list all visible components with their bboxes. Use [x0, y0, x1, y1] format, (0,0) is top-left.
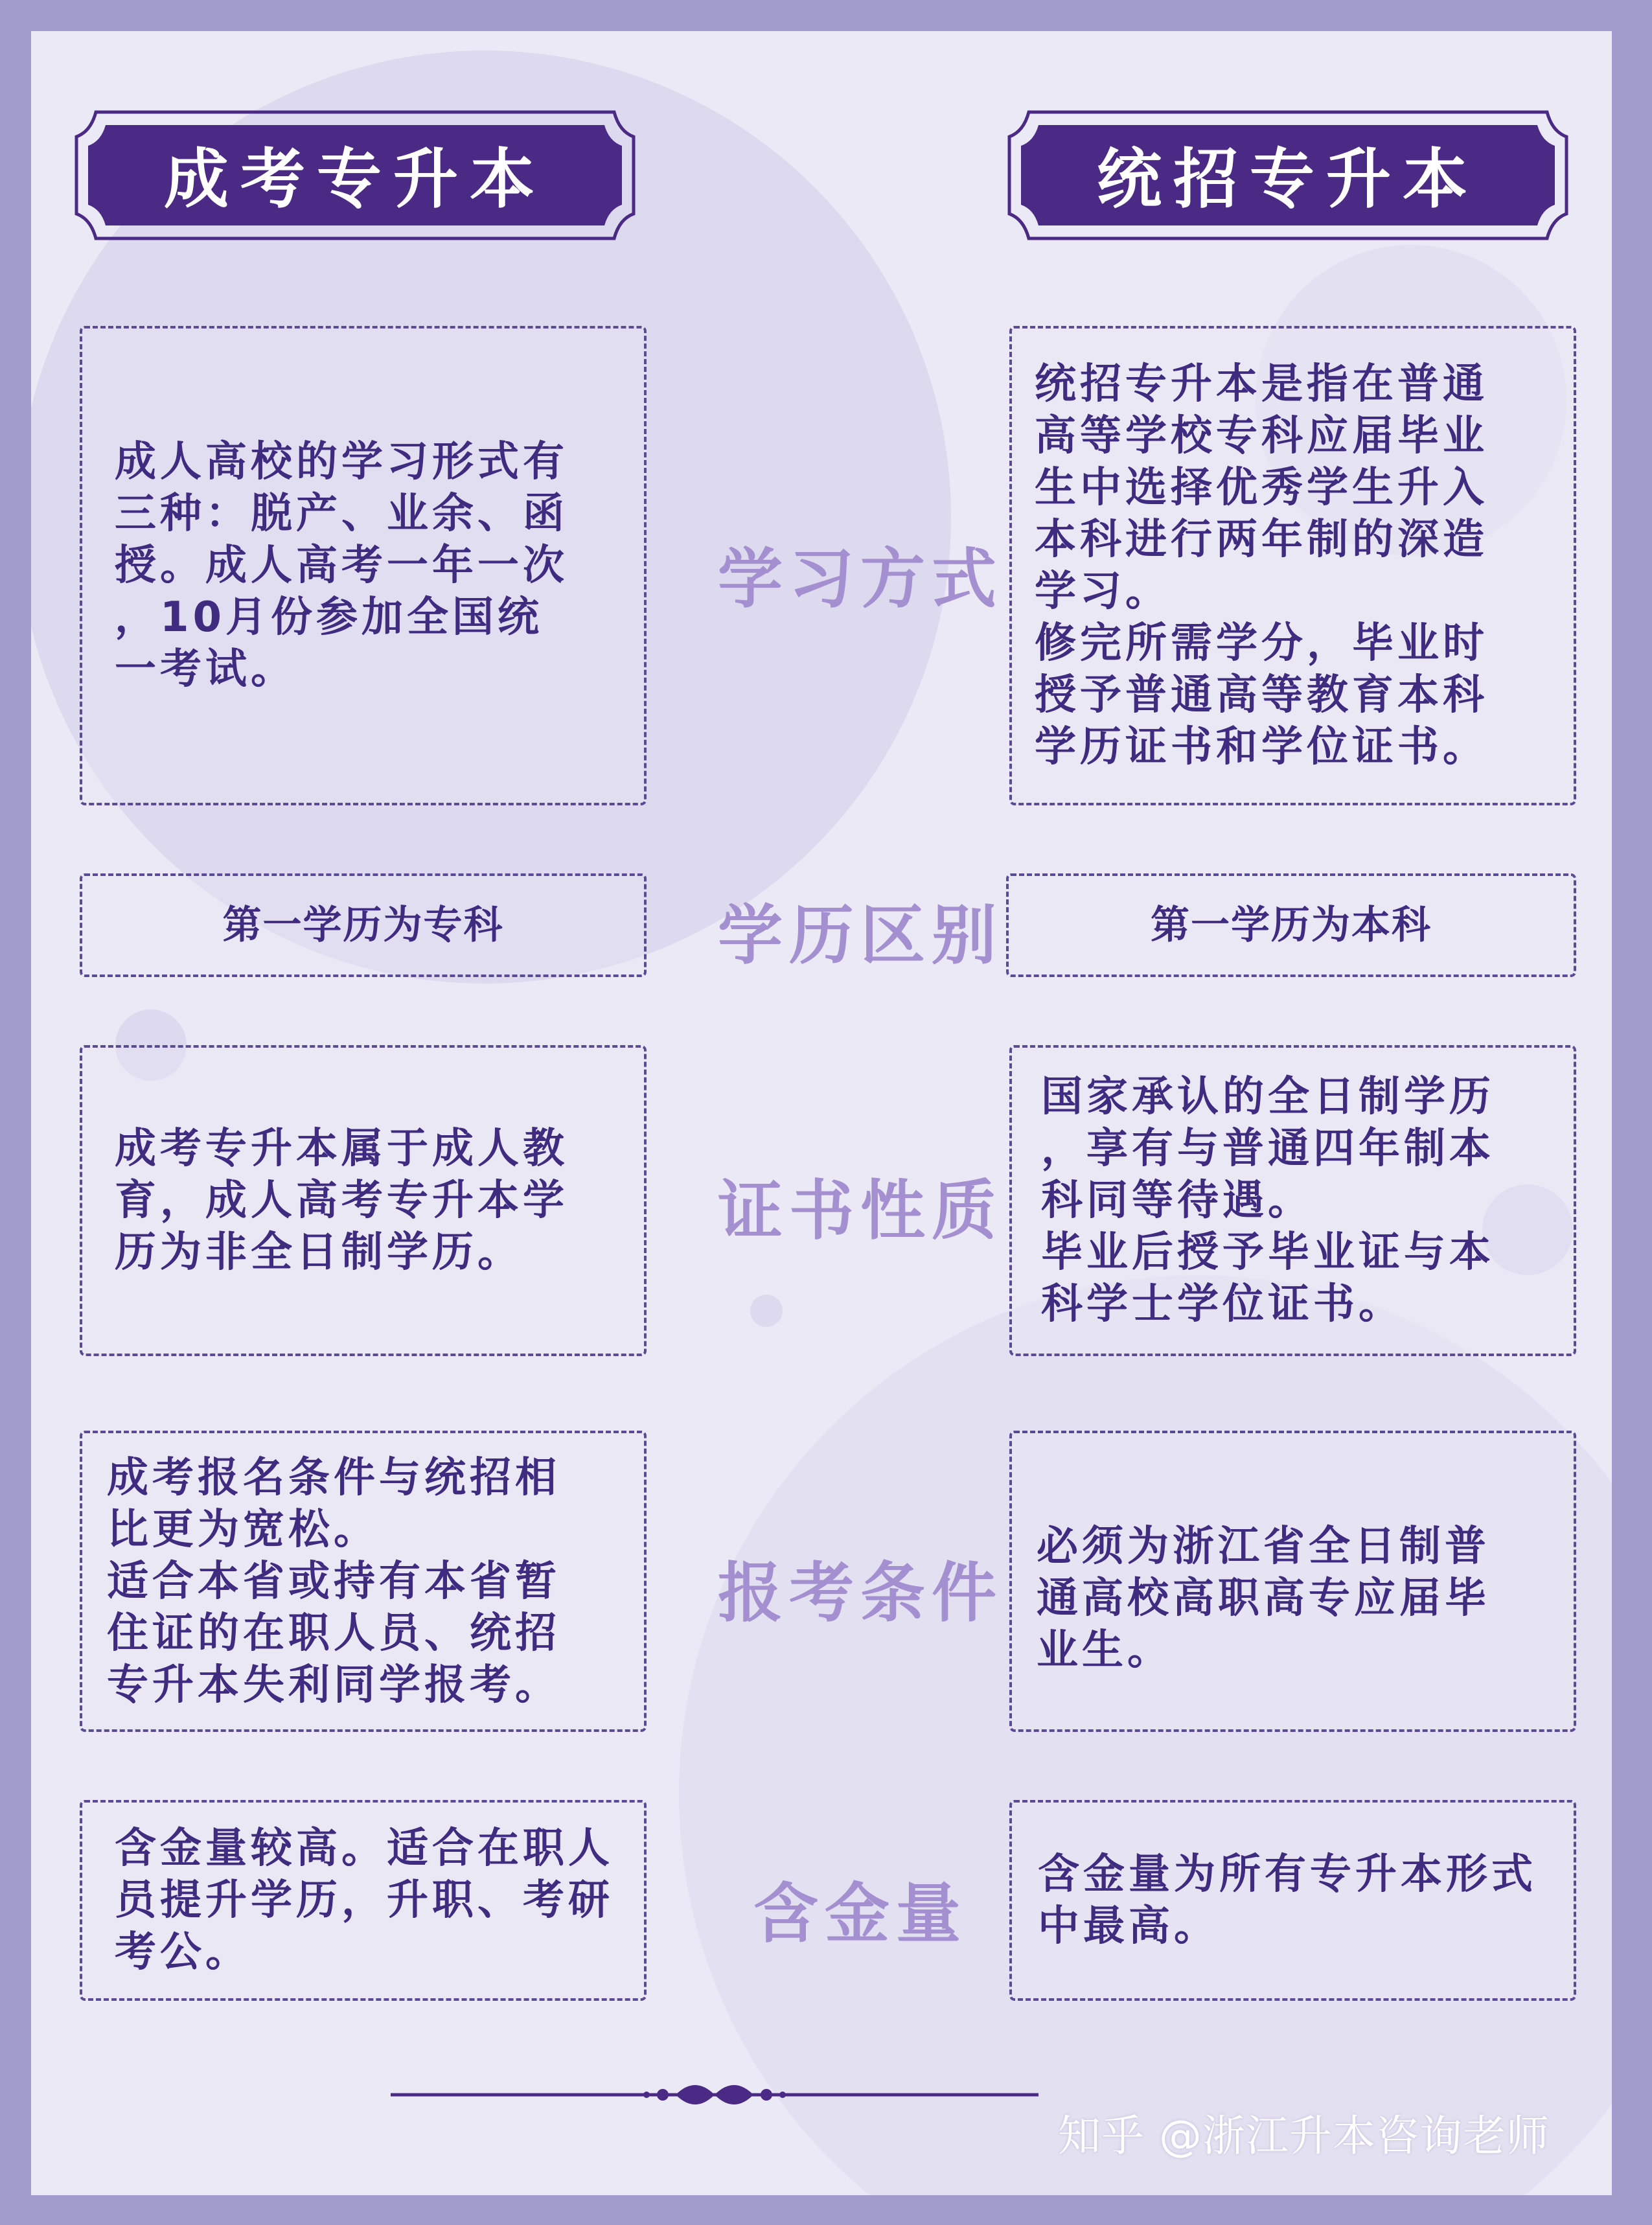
row-label-study-mode: 学习方式	[718, 541, 1003, 617]
cell-text: 成考专升本属于成人教 育，成人高考专升本学 历为非全日制学历。	[115, 1125, 568, 1276]
decor-circle	[750, 1295, 783, 1327]
header-title-left: 成考专升本	[164, 141, 546, 217]
row-certificate-left	[80, 1045, 647, 1356]
cell-text: 统招专升本是指在普通 高等学校专科应届毕业 生中选择优秀学生升入 本科进行两年制的深造 学习。 修完所需学分，毕业时 授予普通高等教育本科 学历证书和学位证书。	[1035, 360, 1488, 771]
row-label-education: 学历区别	[718, 897, 1003, 973]
row-value-right	[1009, 1800, 1576, 2001]
row-certificate-right	[1009, 1045, 1576, 1356]
decor-circle	[679, 1275, 1612, 2195]
row-label-value: 含金量	[753, 1876, 967, 1952]
row-requirements-left	[80, 1431, 647, 1732]
cell-text: 第一学历为本科	[1151, 903, 1432, 948]
cell-text: 成人高校的学习形式有 三种：脱产、业余、函 授。成人高考一年一次 ，10月份参加全国统 一考试。	[115, 438, 568, 693]
footer-ornament	[391, 2072, 1038, 2117]
cell-text: 第一学历为专科	[222, 903, 504, 948]
header-title-right: 统招专升本	[1097, 141, 1479, 217]
header-banner-left	[70, 106, 640, 245]
infographic-page	[31, 31, 1612, 2195]
row-education-right	[1006, 873, 1576, 977]
cell-text: 国家承认的全日制学历 ，享有与普通四年制本 科同等待遇。 毕业后授予毕业证与本 科学士学位证书。	[1041, 1073, 1495, 1328]
row-education-left	[80, 873, 647, 977]
header-banner-right	[1003, 106, 1573, 245]
cell-text: 必须为浙江省全日制普 通高校高职高专应届毕 业生。	[1037, 1523, 1490, 1674]
row-requirements-right	[1009, 1431, 1576, 1732]
row-label-certificate: 证书性质	[718, 1173, 1003, 1249]
row-value-left	[80, 1800, 647, 2001]
source-watermark: 知乎 @浙江升本咨询老师	[1058, 2111, 1550, 2161]
cell-text: 含金量较高。适合在职人 员提升学历，升职、考研 考公。	[115, 1825, 614, 1976]
cell-text: 成考报名条件与统招相 比更为宽松。 适合本省或持有本省暂 住证的在职人员、统招 专升本失利同学报考。	[107, 1453, 560, 1709]
row-study-mode-left	[80, 326, 647, 805]
row-label-requirements: 报考条件	[718, 1555, 1003, 1631]
row-study-mode-right	[1009, 326, 1576, 805]
cell-text: 含金量为所有专升本形式 中最高。	[1038, 1850, 1537, 1950]
